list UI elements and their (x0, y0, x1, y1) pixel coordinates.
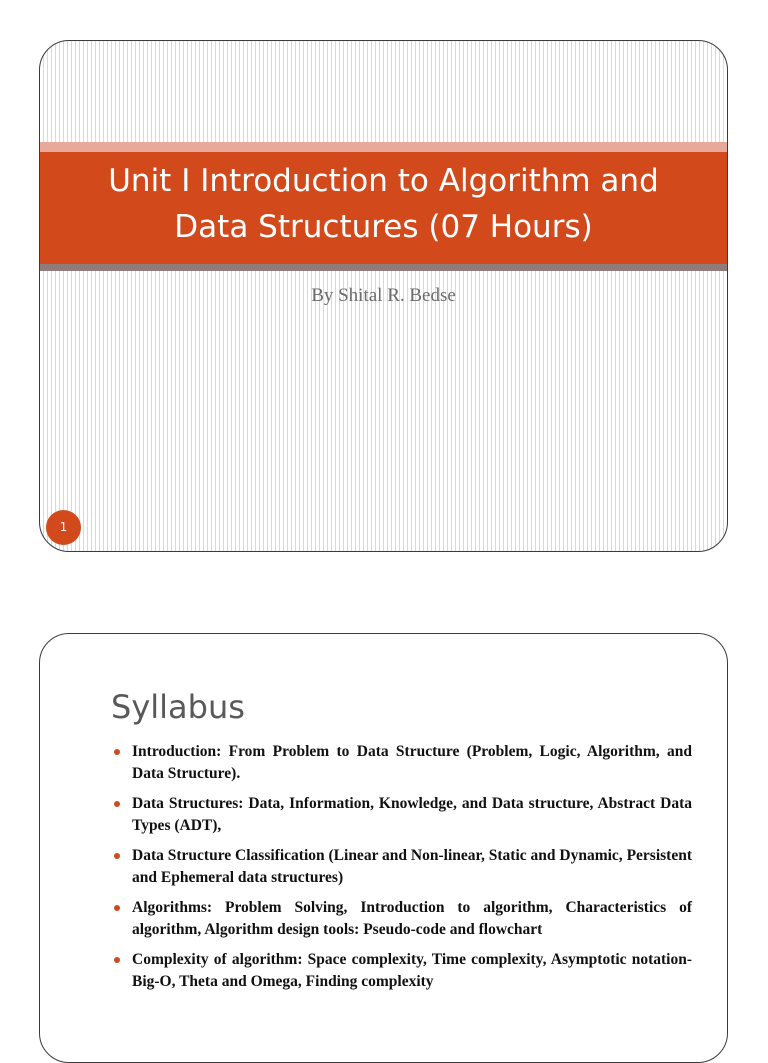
bullet-icon (114, 957, 120, 963)
syllabus-list (132, 741, 692, 1001)
list-item-text: Data Structures: Data, Information, Knowledge, and Data structure, Abstract Data Types (ADT), (132, 795, 692, 834)
list-item (132, 897, 692, 941)
title-slide (39, 40, 728, 552)
syllabus-heading: Syllabus (111, 688, 245, 726)
list-item-text: Introduction: From Problem to Data Structure (Problem, Logic, Algorithm, and Data Structure). (132, 743, 692, 782)
syllabus-slide (39, 633, 728, 1063)
page-number-badge: 1 (46, 510, 81, 545)
bullet-icon (114, 749, 120, 755)
list-item (132, 949, 692, 993)
list-item (132, 845, 692, 889)
title-band-shadow (40, 264, 727, 271)
list-item (132, 793, 692, 837)
bullet-icon (114, 853, 120, 859)
slide-title-line-1: Unit I Introduction to Algorithm and (108, 163, 659, 199)
list-item-text: Algorithms: Problem Solving, Introduction to algorithm, Characteristics of algorithm, Algorithm design tools: Pseudo-code and flowchart (132, 899, 692, 938)
slide-title (40, 158, 727, 250)
bullet-icon (114, 905, 120, 911)
slide-title-line-2: Data Structures (07 Hours) (174, 209, 593, 245)
list-item-text: Data Structure Classification (Linear and Non-linear, Static and Dynamic, Persistent and Ephemeral data structures) (132, 847, 692, 886)
list-item (132, 741, 692, 785)
list-item-text: Complexity of algorithm: Space complexity, Time complexity, Asymptotic notation- Big-O, Theta and Omega, Finding complexity (132, 951, 692, 990)
bullet-icon (114, 801, 120, 807)
title-band-highlight (40, 142, 727, 152)
author-subtitle: By Shital R. Bedse (311, 285, 456, 306)
